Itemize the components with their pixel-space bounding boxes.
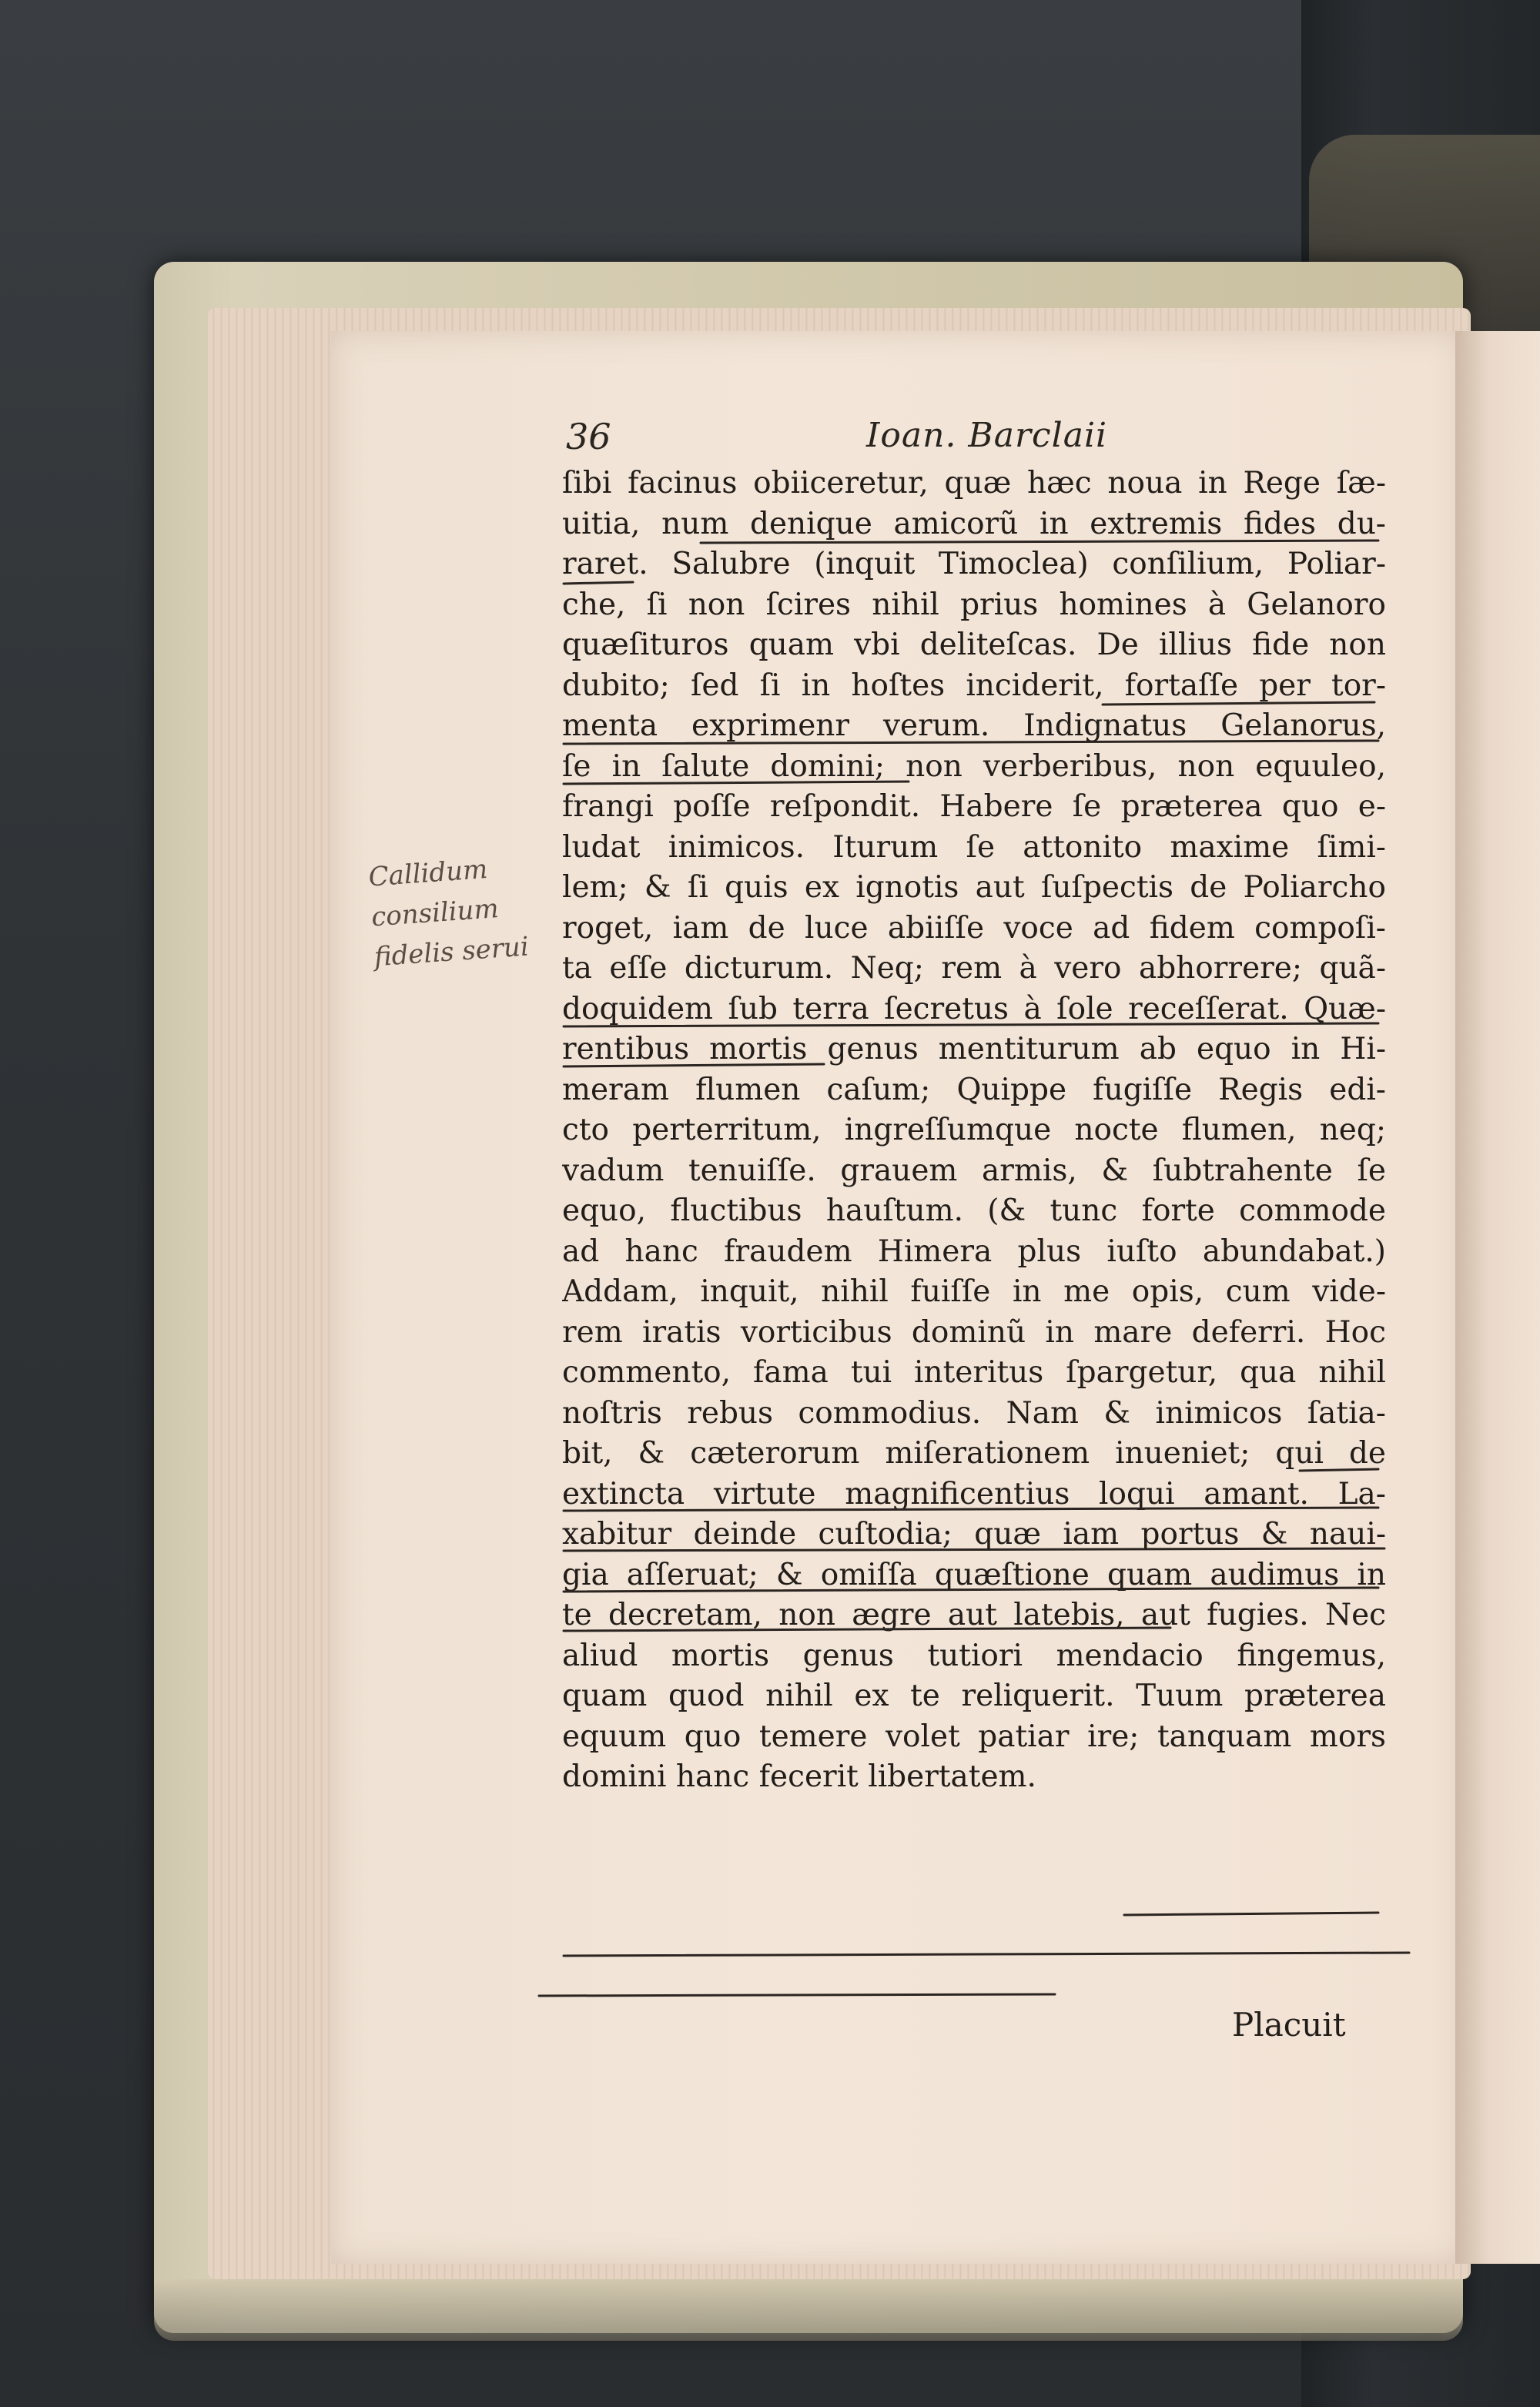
running-head-title: Ioan. Barclaii xyxy=(866,416,1108,455)
binding-bottom-edge xyxy=(154,2279,1463,2341)
handwritten-marginal-note xyxy=(367,845,564,978)
text-line: aliud mortis genus tutiori mendacio fingemus, xyxy=(562,1638,1386,1673)
text-line: equum quo temere volet patiar ire; tanquam mors xyxy=(562,1719,1386,1754)
text-line: quæſituros quam vbi deliteſcas. De illius fide non xyxy=(562,628,1386,662)
text-line: ta eſſe dicturum. Neq; rem à vero abhorrere; quã- xyxy=(562,951,1386,986)
text-line: ludat inimicos. Iturum ſe attonito maxime ſimi- xyxy=(562,829,1386,865)
catchword: Placuit xyxy=(1232,2006,1346,2044)
text-line: extincta virtute magnificentius loqui amant. La- xyxy=(562,1476,1386,1511)
marginal-note-line: Callidum xyxy=(367,853,489,893)
text-line: rem iratis vorticibus dominũ in mare deferri. Hoc xyxy=(562,1314,1386,1350)
text-line: bit, & cæterorum miſerationem inueniet; qui de xyxy=(562,1436,1386,1471)
text-line: dubito; ſed ſi in hoſtes inciderit, fortaſſe per tor- xyxy=(562,668,1386,703)
text-line: equo, fluctibus hauſtum. (& tunc forte commode xyxy=(562,1193,1386,1228)
text-line: doquidem ſub terra ſecretus à ſole receſſerat. Quæ- xyxy=(562,991,1386,1026)
text-line: menta exprimenr verum. Indignatus Gelanorus, xyxy=(562,708,1386,743)
text-line: ſibi facinus obiiceretur, quæ hæc noua in Rege ſæ- xyxy=(562,466,1386,500)
facing-page-edge xyxy=(1455,331,1540,2264)
text-line: noſtris rebus commodius. Nam & inimicos ſatia- xyxy=(562,1395,1386,1431)
text-line: te decretam, non ægre aut latebis, aut fugies. Nec xyxy=(562,1598,1386,1632)
text-line: lem; & ſi quis ex ignotis aut ſuſpectis de Poliarcho xyxy=(562,870,1386,905)
text-line: ſe in ſalute domini; non verberibus, non equuleo, xyxy=(562,748,1386,784)
text-line: domini hanc fecerit libertatem. xyxy=(562,1759,1036,1794)
text-line: rentibus mortis genus mentiturum ab equo in Hi- xyxy=(562,1032,1386,1066)
text-line: cto perterritum, ingreſſumque nocte flumen, neq; xyxy=(562,1113,1386,1147)
marginal-note-line: fidelis serui xyxy=(373,931,531,973)
text-line: quam quod nihil ex te reliquerit. Tuum præterea xyxy=(562,1679,1386,1713)
text-line: uitia, num denique amicorũ in extremis fides du- xyxy=(562,506,1386,541)
text-line: commento, fama tui interitus ſpargetur, qua nihil xyxy=(562,1355,1386,1390)
text-line: meram flumen caſum; Quippe fugiſſe Regis edi- xyxy=(562,1072,1386,1107)
text-line: gia aſſeruat; & omiſſa quæſtione quam audimus in xyxy=(562,1557,1386,1592)
body-text xyxy=(562,464,1386,1798)
text-line: ad hanc fraudem Himera plus iuſto abundabat.) xyxy=(562,1234,1386,1269)
text-line: frangi poſſe reſpondit. Habere ſe præterea quo e- xyxy=(562,789,1386,824)
text-line: vadum tenuiſſe. grauem armis, & ſubtrahente ſe xyxy=(562,1153,1386,1188)
text-line: raret. Salubre (inquit Timoclea) conſilium, Poliar- xyxy=(562,547,1386,581)
text-line: roget, iam de luce abiiſſe voce ad fidem compoſi- xyxy=(562,910,1386,946)
text-line: che, ſi non ſcires nihil prius homines à Gelanoro xyxy=(562,587,1386,622)
text-line: Addam, inquit, nihil fuiſſe in me opis, cum vide- xyxy=(562,1274,1386,1309)
page-number: 36 xyxy=(566,416,611,457)
text-line: xabitur deinde cuſtodia; quæ iam portus & naui- xyxy=(562,1517,1386,1552)
running-head xyxy=(566,416,1382,470)
marginal-note-line: consilium xyxy=(370,893,500,933)
